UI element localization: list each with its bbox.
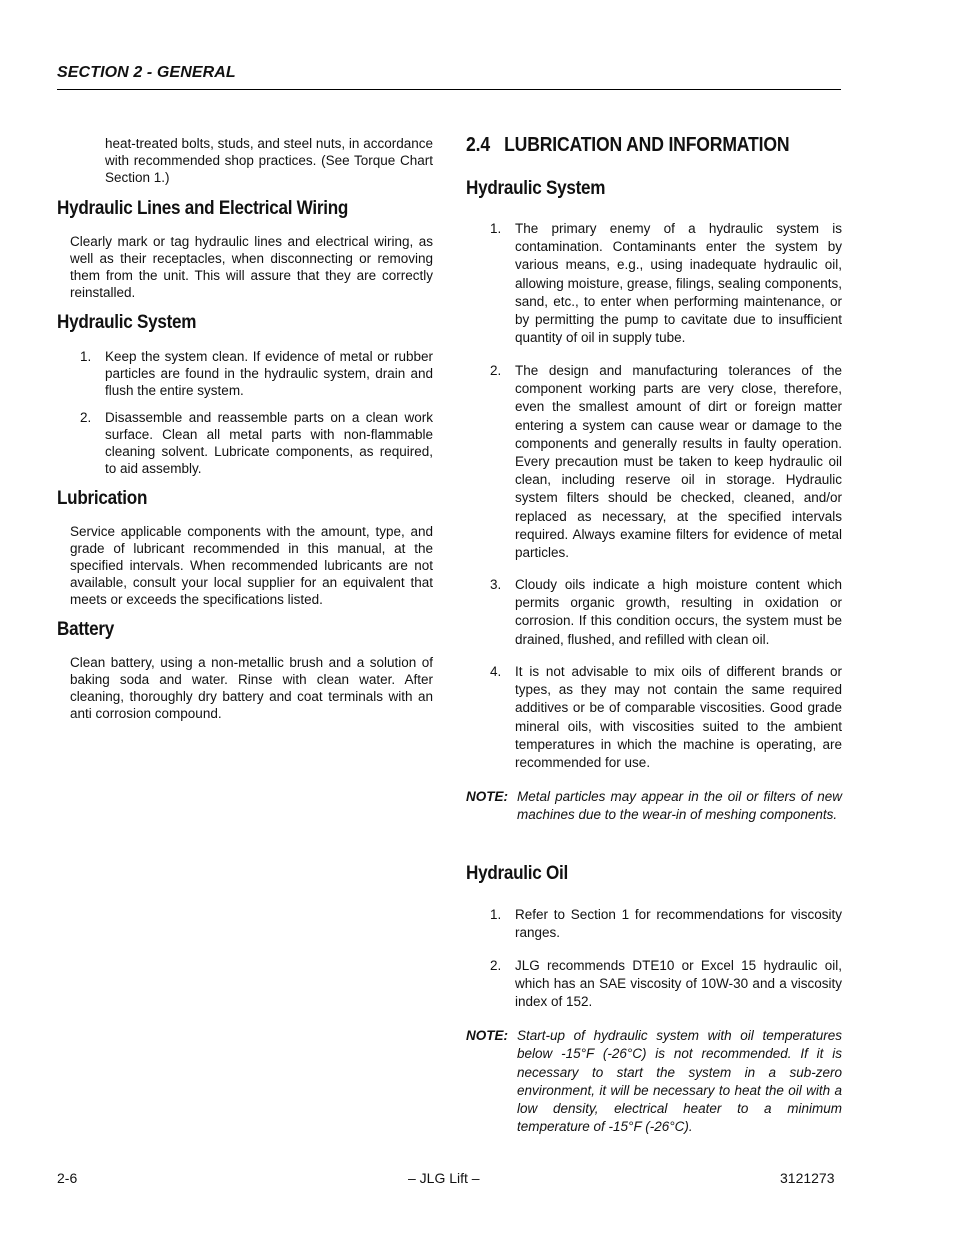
list-item-number: 2. bbox=[80, 410, 92, 425]
note-startup-temperature bbox=[466, 1027, 842, 1139]
hydraulic-system-heading-right: Hydraulic System bbox=[466, 178, 606, 199]
list-item-text: Refer to Section 1 for recommendations for viscosity ranges. bbox=[515, 907, 842, 941]
list-item bbox=[490, 362, 842, 562]
intro-paragraph: heat-treated bolts, studs, and steel nuts, in accordance with recommended shop practices. (See Torque Chart Section 1.) bbox=[105, 136, 433, 185]
list-item-number: 1. bbox=[80, 349, 92, 364]
section-heading-lubrication: 2.4 LUBRICATION AND INFORMATION bbox=[466, 134, 790, 156]
header-divider bbox=[57, 89, 841, 90]
lubrication-paragraph: Service applicable components with the amount, type, and grade of lubricant recommended in this manual, at the specified intervals. When recommended lubricants are not available, consult your local supplier for an equivalent that meets or exceeds the specifications listed. bbox=[70, 524, 433, 607]
list-item-number: 3. bbox=[490, 577, 502, 592]
list-item-text: It is not advisable to mix oils of different brands or types, as they may not contain the same required additives or be of comparable viscosities. Good grade mineral oils, with viscosities suited to the ambient temperatures in which the machine is operating, are recommended for use. bbox=[515, 664, 842, 771]
list-item-text: Keep the system clean. If evidence of metal or rubber particles are found in the hydraulic system, drain and flush the entire system. bbox=[105, 349, 433, 398]
list-item bbox=[490, 663, 842, 772]
list-item-text: Cloudy oils indicate a high moisture content which permits organic growth, resulting in oxidation or corrosion. If this condition occurs, the system must be drained, flushed, and refilled with clean oil. bbox=[515, 577, 842, 647]
hydraulic-system-heading-left: Hydraulic System bbox=[57, 312, 197, 333]
note-metal-particles bbox=[466, 788, 842, 848]
document-number: 3121273 bbox=[780, 1170, 835, 1186]
note-text: Start-up of hydraulic system with oil temperatures below -15°F (-26°C) is not recommended. If it is necessary to start the system in a sub-zero environment, it will be necessary to heat the oil with a low density, electrical heater to a minimum temperature of -15°F (-26°C). bbox=[517, 1028, 842, 1135]
list-item-text: The primary enemy of a hydraulic system is contamination. Contaminants enter the system by various means, e.g., using inadequate hydraulic oil, allowing moisture, grease, filings, sealing components, sand, etc., to enter when performing maintenance, or by permitting the pump to cavitate due to insufficient quantity of oil in supply tube. bbox=[515, 221, 842, 346]
list-item bbox=[80, 348, 433, 399]
list-item bbox=[490, 906, 842, 942]
page-number: 2-6 bbox=[57, 1170, 78, 1186]
note-text: Metal particles may appear in the oil or filters of new machines due to the wear-in of meshing components. bbox=[517, 789, 842, 823]
list-item-text: JLG recommends DTE10 or Excel 15 hydraulic oil, which has an SAE viscosity of 10W-30 and a viscosity index of 152. bbox=[515, 958, 842, 1010]
note-label: NOTE: bbox=[466, 789, 508, 804]
list-item-number: 2. bbox=[490, 958, 502, 973]
list-item-text: Disassemble and reassemble parts on a clean work surface. Clean all metal parts with non-flammable cleaning solvent. Lubricate components, as required, to aid assembly. bbox=[105, 410, 433, 476]
list-item-number: 1. bbox=[490, 221, 502, 236]
hydraulic-lines-heading: Hydraulic Lines and Electrical Wiring bbox=[57, 198, 349, 219]
section-title: SECTION 2 - GENERAL bbox=[57, 64, 236, 81]
list-item-number: 4. bbox=[490, 664, 502, 679]
footer-center-text: – JLG Lift – bbox=[408, 1170, 480, 1186]
list-item bbox=[80, 409, 433, 477]
list-item-number: 1. bbox=[490, 907, 502, 922]
list-item bbox=[490, 957, 842, 1012]
list-item-text: The design and manufacturing tolerances of the component working parts are very close, therefore, even the smallest amount of dirt or foreign matter entering a system can cause wear or damage to the components and generally results in faulty operation. Every precaution must be taken to keep hydraulic oil clean, including reserve oil in storage. Hydraulic system filters should be checked, cleaned, and/or replaced as necessary, at the specified intervals required. Always examine filters for evidence of metal particles. bbox=[515, 363, 842, 561]
hydraulic-oil-heading: Hydraulic Oil bbox=[466, 863, 568, 884]
hydraulic-lines-paragraph: Clearly mark or tag hydraulic lines and electrical wiring, as well as their receptacles, when disconnecting or removing them from the unit. This will assure that they are correctly reinstalled. bbox=[70, 234, 433, 300]
battery-paragraph: Clean battery, using a non-metallic brush and a solution of baking soda and water. Rinse with clean water. After cleaning, thoroughly dry battery and coat terminals with an anti corrosion compound. bbox=[70, 655, 433, 721]
lubrication-heading: Lubrication bbox=[57, 488, 148, 509]
battery-heading: Battery bbox=[57, 619, 115, 640]
list-item bbox=[490, 576, 842, 649]
note-label: NOTE: bbox=[466, 1028, 508, 1043]
list-item bbox=[490, 220, 842, 347]
list-item-number: 2. bbox=[490, 363, 502, 378]
